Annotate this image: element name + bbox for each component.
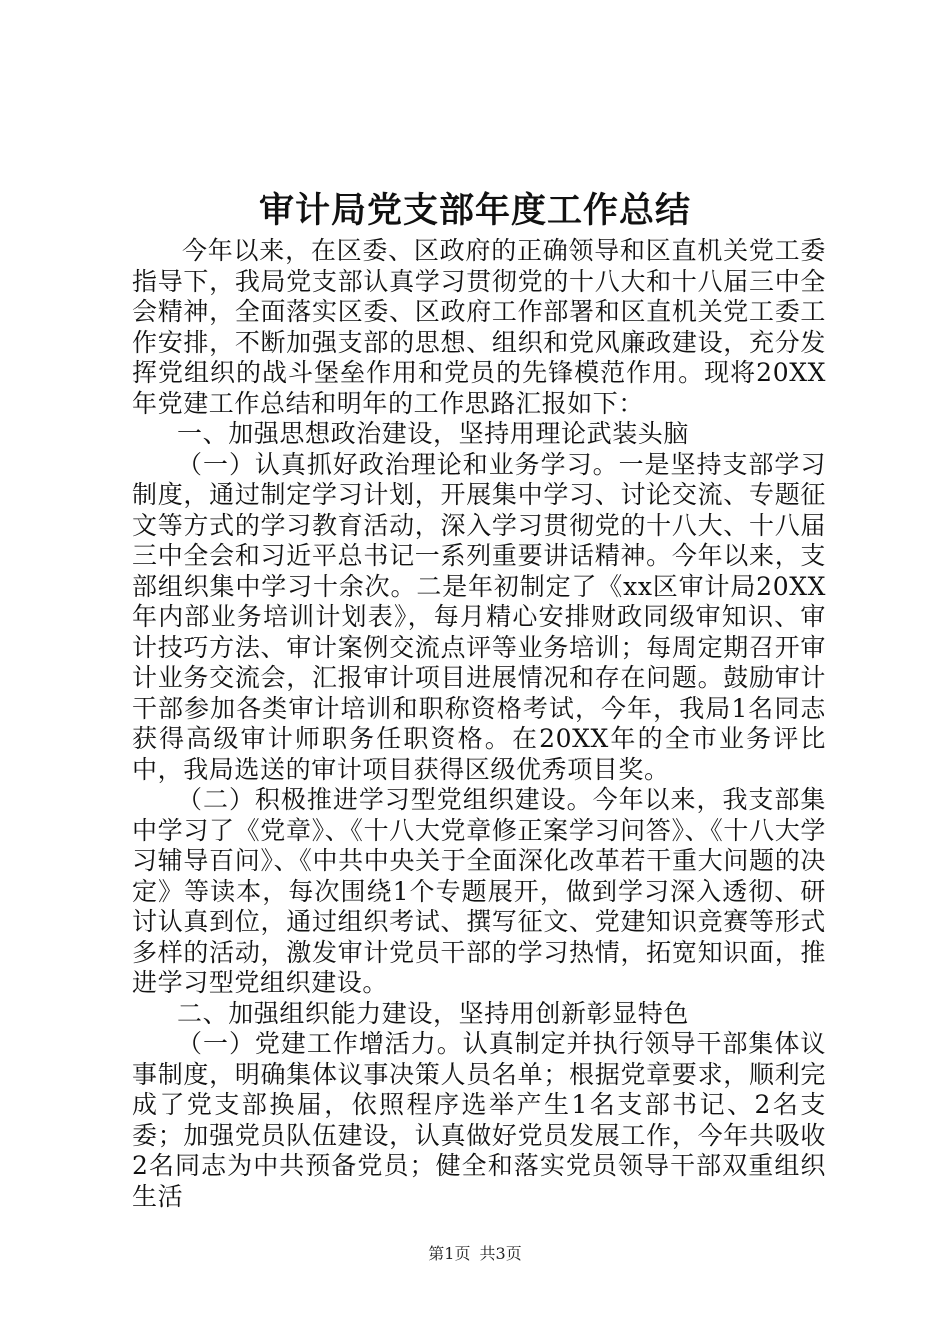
subsection-paragraph-1-2: （二）积极推进学习型党组织建设。今年以来，我支部集中学习了《党章》、《十八大党章修正案学习问答》、《十八大学习辅导百问》、《中共中央关于全面深化改革若干重大问题的决定》等读本，每次围绕1个专题展开，做到学习深入透彻、研讨认真到位，通过组织考试、撰写征文、党建知识竞赛等形式多样的活动，激发审计党员干部的学习热情，拓宽知识面，推进学习型党组织建设。 bbox=[132, 785, 826, 997]
intro-paragraph: 今年以来，在区委、区政府的正确领导和区直机关党工委指导下，我局党支部认真学习贯彻党的十八大和十八届三中全会精神，全面落实区委、区政府工作部署和区直机关党工委工作安排，不断加强支部的思想、组织和党风廉政建设，充分发挥党组织的战斗堡垒作用和党员的先锋模范作用。现将20XX年党建工作总结和明年的工作思路汇报如下： bbox=[132, 236, 826, 418]
page-number: 第1页 bbox=[428, 1244, 471, 1263]
section-heading-1: 一、加强思想政治建设，坚持用理论武装头脑 bbox=[177, 419, 690, 448]
document-body bbox=[132, 236, 826, 1212]
page-total: 共3页 bbox=[479, 1244, 522, 1263]
page-footer bbox=[0, 1242, 950, 1266]
section-heading-2: 二、加强组织能力建设，坚持用创新彰显特色 bbox=[177, 998, 690, 1028]
subsection-paragraph-2-1: （一）党建工作增活力。认真制定并执行领导干部集体议事制度，明确集体议事决策人员名单；根据党章要求，顺利完成了党支部换届，依照程序选举产生1名支部书记、2名支委；加强党员队伍建设，认真做好党员发展工作，今年共吸收2名同志为中共预备党员；健全和落实党员领导干部双重组织生活 bbox=[132, 1029, 826, 1211]
document-title: 审计局党支部年度工作总结 bbox=[258, 191, 691, 231]
subsection-paragraph-1-1: （一）认真抓好政治理论和业务学习。一是坚持支部学习制度，通过制定学习计划，开展集中学习、讨论交流、专题征文等方式的学习教育活动，深入学习贯彻党的十八大、十八届三中全会和习近平总书记一系列重要讲话精神。今年以来，支部组织集中学习十余次。二是年初制定了《xx区审计局20XX年内部业务培训计划表》，每月精心安排财政同级审知识、审计技巧方法、审计案例交流点评等业务培训；每周定期召开审计业务交流会，汇报审计项目进展情况和存在问题。鼓励审计干部参加各类审计培训和职称资格考试，今年，我局1名同志获得高级审计师职务任职资格。在20XX年的全市业务评比中，我局选送的审计项目获得区级优秀项目奖。 bbox=[132, 449, 826, 784]
